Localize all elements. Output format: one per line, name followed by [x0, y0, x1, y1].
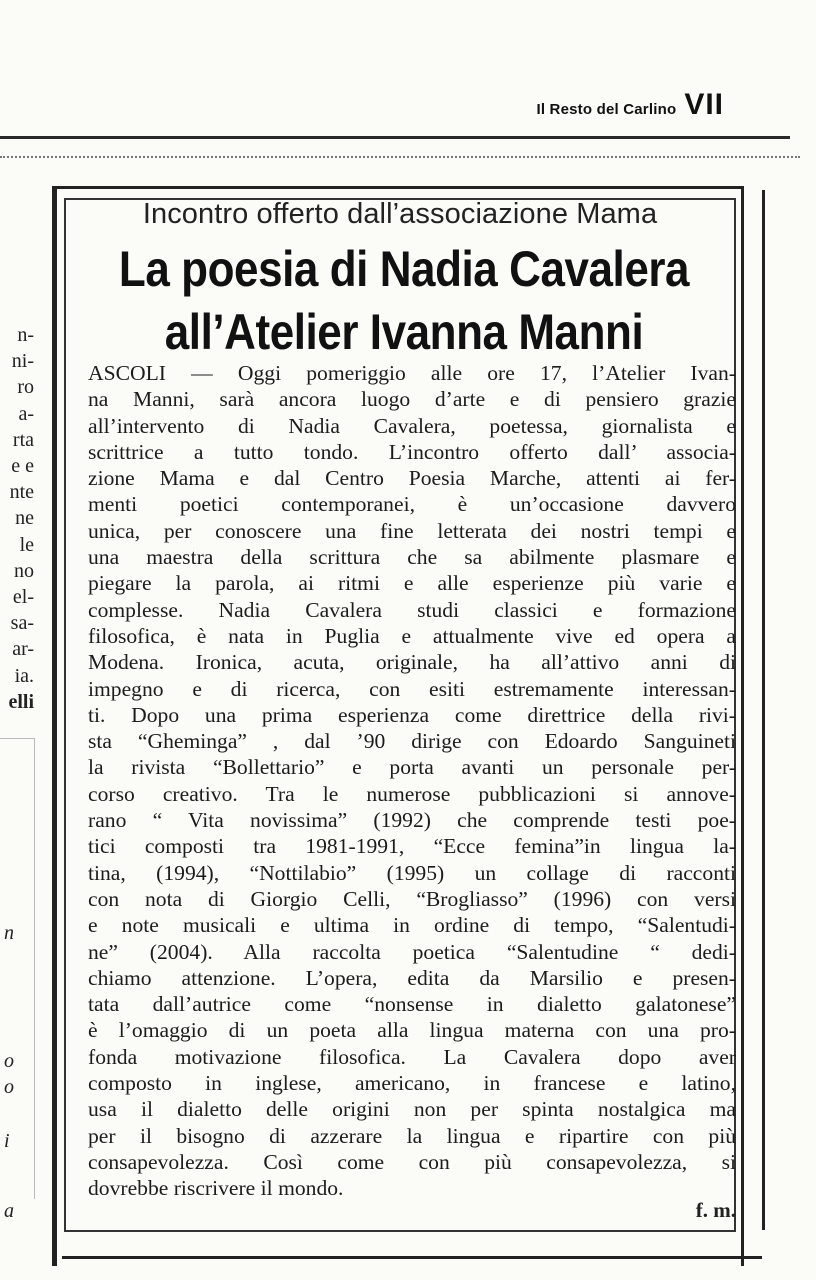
adjacent-column-line: n-	[17, 324, 34, 346]
body-line: na Manni, sarà ancora luogo d’arte e di pensiero grazie	[88, 387, 736, 412]
body-line: filosofica, è nata in Puglia e attualmente vive ed opera a	[88, 623, 736, 648]
body-line: composto in inglese, americano, in francese e latino,	[88, 1071, 736, 1096]
body-line: e note musicali e ultima in ordine di tempo, “Salentudi-	[88, 913, 736, 938]
body-line: chiamo attenzione. L’opera, edita da Marsilio e presen-	[88, 965, 736, 990]
adjacent-column-line: sa-	[10, 612, 34, 635]
frame-right-stroke	[762, 190, 765, 1230]
body-line: complesse. Nadia Cavalera studi classici e formazione	[88, 597, 736, 622]
body-line: consapevolezza. Così come con più consapevolezza, si	[88, 1149, 736, 1174]
adjacent-column-line: a-	[18, 402, 34, 425]
adjacent-fragment: i	[4, 1130, 10, 1152]
adjacent-column-line: ia.	[14, 664, 34, 687]
article-kicker: Incontro offerto dall’associazione Mama	[142, 198, 658, 230]
body-line: la rivista “Bollettario” e porta avanti un personale per-	[88, 755, 736, 780]
body-line: sta “Gheminga” , dal ’90 dirige con Edoardo Sanguineti	[88, 729, 736, 754]
body-line: ASCOLI — Oggi pomeriggio alle ore 17, l’Atelier Ivan-	[88, 361, 736, 385]
adjacent-fragment: o	[4, 1050, 14, 1072]
body-line: impegno e di ricerca, con esiti estremamente interessan-	[88, 676, 736, 701]
body-line: per il bisogno di azzerare la lingua e ripartire con più	[88, 1123, 736, 1148]
body-line: usa il dialetto delle origini non per spinta nostalgica ma	[88, 1097, 736, 1122]
adjacent-column-line: ne	[15, 507, 34, 530]
body-line: zione Mama e dal Centro Poesia Marche, attenti ai fer-	[88, 466, 736, 491]
body-line: piegare la parola, ai ritmi e alle esperienze più varie e	[88, 571, 736, 596]
adjacent-column-line: rta	[12, 428, 34, 451]
header-rule	[0, 136, 790, 139]
adjacent-column-lines	[0, 322, 34, 689]
page-number: VII	[684, 88, 724, 121]
article-body	[88, 360, 736, 1202]
adjacent-column-signature: elli	[8, 690, 34, 713]
headline-line: all’Atelier Ivanna Manni	[164, 304, 644, 360]
masthead	[536, 88, 724, 122]
body-line: ne” (2004). Alla raccolta poetica “Salentudine “ dedi-	[88, 939, 736, 964]
frame-bottom-rule	[62, 1256, 762, 1259]
body-line: tata dall’autrice come “nonsense in dialetto galatonese”	[88, 992, 736, 1017]
adjacent-column-line: e e	[11, 455, 34, 478]
body-line: unica, per conoscere una fine letterata dei nostri tempi e	[88, 518, 736, 543]
adjacent-column-line: no	[14, 559, 34, 582]
adjacent-fragment: o	[4, 1076, 14, 1098]
adjacent-column-line: ar-	[12, 638, 34, 661]
dotted-rule	[0, 156, 800, 158]
body-line: è l’omaggio di un poeta alla lingua materna con una pro-	[88, 1018, 736, 1043]
adjacent-fragment: n	[4, 922, 14, 944]
adjacent-column-line: el-	[12, 586, 34, 609]
adjacent-column-line: ni-	[11, 350, 34, 373]
adjacent-fragment: a	[4, 1200, 14, 1222]
author-initials: f. m.	[695, 1198, 736, 1222]
adjacent-column-line: le	[19, 533, 34, 556]
body-line: all’intervento di Nadia Cavalera, poetessa, giornalista e	[88, 413, 736, 438]
headline-line: La poesia di Nadia Cavalera	[118, 241, 690, 297]
article-headline	[114, 238, 695, 364]
body-line: tina, (1994), “Nottilabio” (1995) un collage di racconti	[88, 860, 736, 885]
body-line: ti. Dopo una prima esperienza come direttrice della rivi-	[88, 702, 736, 727]
body-line: rano “ Vita novissima” (1992) che comprende testi poe-	[88, 808, 736, 833]
adjacent-column-fragment	[0, 322, 34, 715]
paper-name: Il Resto del Carlino	[536, 101, 677, 118]
adjacent-column-line: ro	[17, 376, 34, 399]
body-line: corso creativo. Tra le numerose pubblicazioni si annove-	[88, 781, 736, 806]
body-line: menti poetici contemporanei, è un’occasione davvero	[88, 492, 736, 517]
body-line: dovrebbe riscrivere il mondo.	[88, 1176, 344, 1201]
adjacent-column-line: nte	[9, 481, 34, 504]
body-line: scrittrice a tutto tondo. L’incontro offerto dall’ associa-	[88, 439, 736, 464]
body-line: tici composti tra 1981-1991, “Ecce femina”in lingua la-	[88, 834, 736, 859]
body-line: Modena. Ironica, acuta, originale, ha all’attivo anni di	[88, 650, 736, 675]
body-line: con nota di Giorgio Celli, “Brogliasso” (1996) con versi	[88, 886, 736, 911]
body-line: una maestra della scrittura che sa abilmente plasmare e	[88, 545, 736, 570]
body-line: fonda motivazione filosofica. La Cavalera dopo aver	[88, 1044, 736, 1069]
